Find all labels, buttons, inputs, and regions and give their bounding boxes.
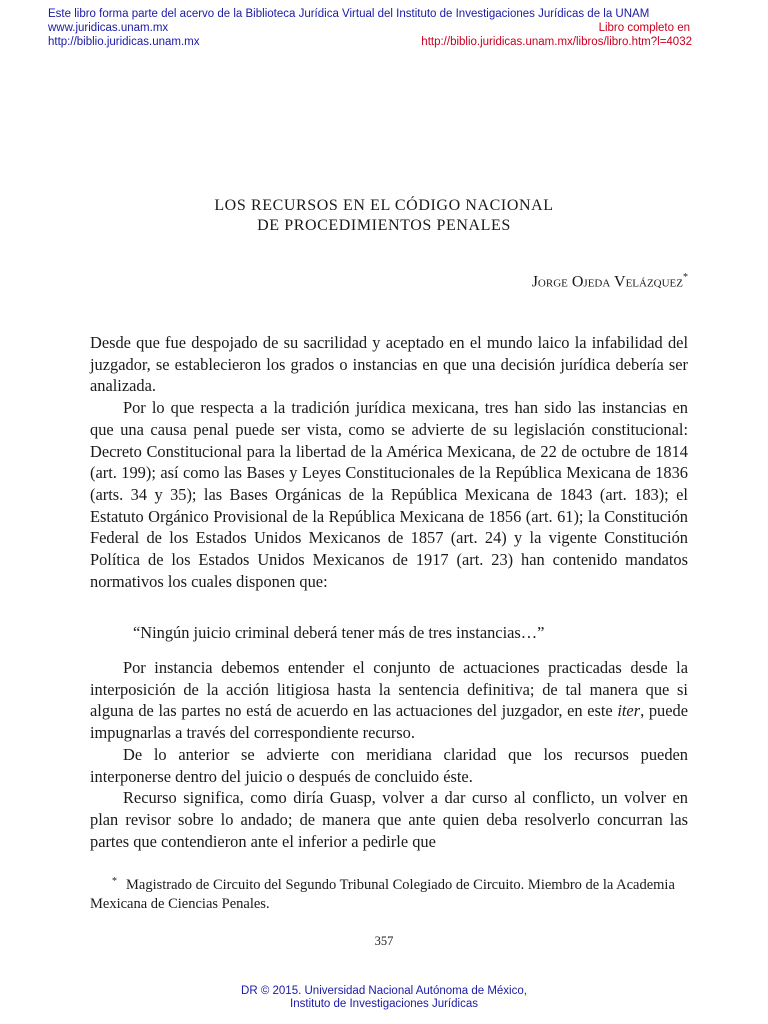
header-notice: Este libro forma parte del acervo de la Biblioteca Jurídica Virtual del Instituto de Investigaciones Jurídicas de la UNAM [48, 8, 650, 20]
book-label: Libro completo en [598, 22, 690, 34]
paragraph-3-end: , puede impugnarlas a través del correspondiente recurso. [90, 701, 688, 743]
article-title-line1: LOS RECURSOS EN EL CÓDIGO NACIONAL [214, 197, 554, 214]
article-title-line2: DE PROCEDIMIENTOS PENALES [257, 217, 511, 234]
paragraph-1: Desde que fue despojado de su sacrilidad y aceptado en el mundo laico la infabilidad del juzgador, se establecieron los grados o instancias en que una decisión jurídica debería ser analizada. [90, 333, 688, 396]
author-name [532, 272, 688, 291]
article-body-top [90, 332, 688, 592]
quotation: “Ningún juicio criminal deberá tener más de tres instancias…” [133, 623, 545, 642]
book-link[interactable]: http://biblio.juridicas.unam.mx/libros/libro.htm?l=4032 [421, 36, 692, 48]
article-body-bottom [90, 657, 688, 852]
paragraph-5: Recurso significa, como diría Guasp, volver a dar curso al conflicto, un volver en plan revisor sobre lo andado; de manera que ante quien deba resolverlo concurran las partes que contendieron ante el inferior a pedirle que [90, 788, 688, 851]
paragraph-3 [90, 657, 688, 744]
footnote-text: Magistrado de Circuito del Segundo Tribunal Colegiado de Circuito. Miembro de la Academia Mexicana de Ciencias Penales. [90, 877, 675, 912]
copyright-line1: DR © 2015. Universidad Nacional Autónoma de México, [241, 985, 527, 997]
paragraph-3-italic: iter [617, 701, 641, 721]
footnote-mark: * [112, 876, 117, 887]
author-text: Jorge Ojeda Velázquez [531, 273, 683, 291]
site-link[interactable]: www.juridicas.unam.mx [48, 22, 169, 34]
page-number: 357 [374, 934, 394, 948]
author-footnote-mark[interactable]: * [683, 272, 688, 283]
paragraph-2: Por lo que respecta a la tradición jurídica mexicana, tres han sido las instancias en que una causa penal puede ser vista, como se advierte de su legislación constitucional: Decreto Constitucional para la libertad de la América Mexicana, de 22 de octubre de 1814 (art. 199); así como las Bases y Leyes Constitucionales de la República Mexicana de 1836 (arts. 34 y 35); las Bases Orgánicas de la República Mexicana de 1843 (art. 183); el Estatuto Orgánico Provisional de la República Mexicana de 1856 (art. 61); la Constitución Federal de los Estados Unidos Mexicanos de 1857 (art. 24) y la vigente Constitución Política de los Estados Unidos Mexicanos de 1917 (art. 23) han contenido mandatos normativos los cuales disponen que: [90, 398, 688, 591]
copyright-line2: Instituto de Investigaciones Jurídicas [290, 998, 478, 1010]
paragraph-4: De lo anterior se advierte con meridiana claridad que los recursos pueden interponerse dentro del juicio o después de concluido éste. [90, 744, 688, 786]
footnote [90, 876, 690, 914]
paragraph-3-start: Por instancia debemos entender el conjunto de actuaciones practicadas desde la interposición de la acción litigiosa hasta la sentencia definitiva; de tal manera que si alguna de las partes no está de acuerdo en las actuaciones del juzgador, en este [90, 658, 688, 721]
biblio-link[interactable]: http://biblio.juridicas.unam.mx [48, 36, 200, 48]
